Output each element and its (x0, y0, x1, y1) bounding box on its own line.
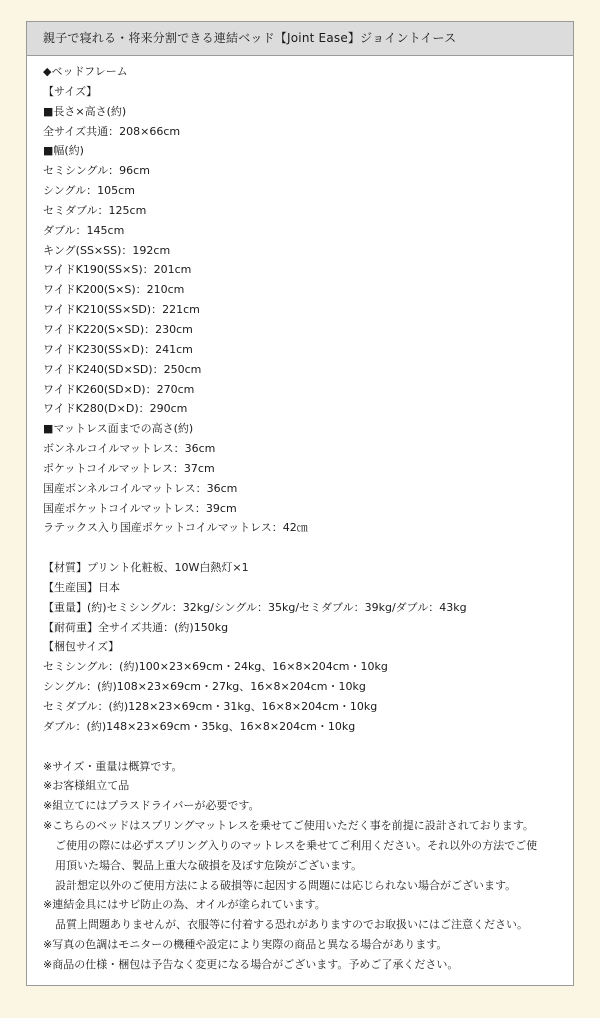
note-spec-change: ※商品の仕様・梱包は予告なく変更になる場合がございます。予めご了承ください。 (43, 957, 459, 971)
notes-section (43, 757, 573, 975)
width-wide-k190: ワイドK190(SS×S)：201cm (43, 263, 192, 277)
package-single: シングル：(約)108×23×69cm・27kg、16×8×204cm・10kg (43, 680, 366, 694)
mattress-height-latex-pocket: ラテックス入り国産ポケットコイルマットレス：42㎝ (43, 521, 308, 535)
width-semi-double: セミダブル：125cm (43, 203, 147, 217)
note-spring-mattress: ※こちらのベッドはスプリングマットレスを乗せてご使用いただく事を前提に設計されております。 (43, 819, 534, 833)
section-spacer (43, 538, 573, 558)
width-wide-k280: ワイドK280(D×D)：290cm (43, 402, 188, 416)
width-heading: ■幅(約) (43, 144, 84, 158)
note-spring-mattress-cont: ご使用の際には必ずスプリング入りのマットレスを乗せてご利用ください。それ以外の方法でご使 (55, 838, 538, 852)
width-wide-k260: ワイドK260(SD×D)：270cm (43, 382, 195, 396)
mattress-height-bonnell: ボンネルコイルマットレス：36cm (43, 442, 216, 456)
width-double: ダブル：145cm (43, 223, 125, 237)
package-semi-double: セミダブル：(約)128×23×69cm・31kg、16×8×204cm・10kg (43, 700, 378, 713)
width-wide-k240: ワイドK240(SD×SD)：250cm (43, 362, 202, 376)
frame-section (43, 62, 573, 538)
length-height-value: 全サイズ共通：208×66cm (43, 124, 181, 138)
material: 【材質】プリント化粧板、10W白熱灯×1 (43, 561, 249, 575)
note-design-usage: 設計想定以外のご使用方法による破損等に起因する問題には応じられない場合がございます。 (55, 878, 517, 892)
package-size-heading: 【梱包サイズ】 (43, 640, 120, 654)
panel-title: 親子で寝れる・将来分割できる連結ベッド【Joint Ease】ジョイントイース (27, 22, 573, 56)
note-oil-cont: 品質上問題ありませんが、衣服等に付着する恐れがありますのでお取扱いにはご注意ください。 (55, 918, 528, 932)
note-photo-color: ※写真の色調はモニターの機種や設定により実際の商品と異なる場合があります。 (43, 938, 448, 952)
spec-panel (26, 21, 574, 986)
width-single: シングル：105cm (43, 184, 135, 198)
load-capacity: 【耐荷重】全サイズ共通：(約)150kg (43, 620, 229, 634)
weight: 【重量】(約)セミシングル：32kg/シングル：35kg/セミダブル：39kg/ダブル：43kg (43, 600, 467, 614)
width-king: キング(SS×SS)：192cm (43, 243, 171, 257)
length-height-heading: ■長さ×高さ(約) (43, 104, 127, 118)
mattress-height-heading: ■マットレス面までの高さ(約) (43, 422, 194, 436)
note-screwdriver: ※組立てにはプラスドライバーが必要です。 (43, 799, 260, 813)
note-approximate: ※サイズ・重量は概算です。 (43, 759, 183, 773)
mattress-height-domestic-pocket: 国産ポケットコイルマットレス：39cm (43, 501, 237, 515)
country-of-origin: 【生産国】日本 (43, 580, 120, 594)
mattress-height-pocket: ポケットコイルマットレス：37cm (43, 461, 215, 475)
package-double: ダブル：(約)148×23×69cm・35kg、16×8×204cm・10kg (43, 719, 356, 733)
note-assembly: ※お客様組立て品 (43, 779, 130, 793)
spec-section (43, 558, 573, 737)
section-spacer (43, 737, 573, 757)
width-semi-single: セミシングル：96cm (43, 164, 150, 178)
note-spring-mattress-cont: 用頂いた場合、製品上重大な破損を及ぼす危険がございます。 (55, 858, 363, 872)
width-wide-k200: ワイドK200(S×S)：210cm (43, 283, 185, 297)
size-heading: 【サイズ】 (43, 84, 98, 98)
panel-body (27, 56, 573, 975)
width-wide-k210: ワイドK210(SS×SD)：221cm (43, 303, 200, 317)
note-oil: ※連結金具にはサビ防止の為、オイルが塗られています。 (43, 898, 326, 912)
mattress-height-domestic-bonnell: 国産ボンネルコイルマットレス：36cm (43, 481, 238, 495)
frame-heading: ◆ベッドフレーム (43, 65, 128, 78)
width-wide-k220: ワイドK220(S×SD)：230cm (43, 322, 193, 336)
package-semi-single: セミシングル：(約)100×23×69cm・24kg、16×8×204cm・10kg (43, 660, 388, 674)
width-wide-k230: ワイドK230(SS×D)：241cm (43, 342, 193, 356)
